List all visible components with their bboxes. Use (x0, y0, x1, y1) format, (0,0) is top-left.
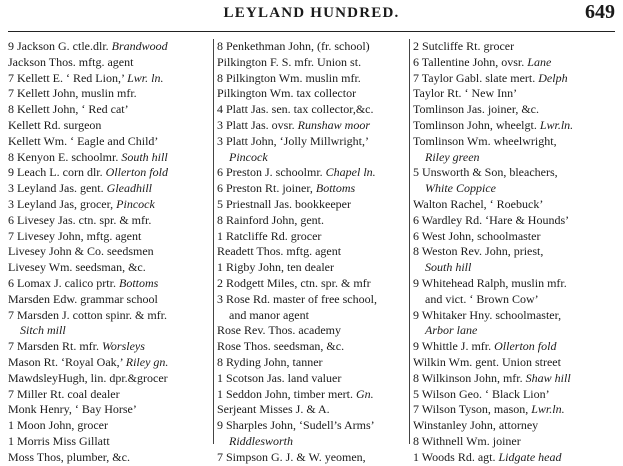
entry-text: and vict. ‘ Brown Cow’ (425, 291, 539, 306)
directory-entry (8, 292, 211, 308)
entry-text: 8 Withnell Wm. joiner (413, 433, 521, 448)
entry-locality: Sitch mill (20, 323, 66, 338)
entry-text: 7 Taylor Gabl. slate mert. (413, 70, 539, 85)
directory-entry (8, 450, 211, 466)
entry-locality: South hill (121, 149, 168, 164)
directory-entry (217, 418, 407, 434)
entry-text: 5 Unsworth & Son, bleachers, (413, 165, 558, 180)
entry-text: Livesey John & Co. seedsmen (8, 244, 154, 259)
directory-entry (8, 434, 211, 450)
directory-entry (8, 371, 211, 387)
directory-entry (8, 181, 211, 197)
entry-text: Tomlinson Jas. joiner, &c. (413, 102, 539, 117)
directory-entry (217, 450, 407, 466)
entry-text: 9 Whitehead Ralph, muslin mfr. (413, 275, 567, 290)
directory-entry-continuation (217, 434, 407, 450)
directory-entry-continuation (8, 323, 211, 339)
entry-text: 9 Jackson G. ctle.dlr. (8, 39, 112, 53)
directory-entry (217, 213, 407, 229)
directory-entry (217, 244, 407, 260)
directory-column-1 (8, 39, 211, 464)
entry-locality: Gleadhill (106, 181, 152, 196)
directory-entry (8, 86, 211, 102)
directory-entry (413, 339, 615, 355)
directory-entry (217, 229, 407, 245)
entry-text: 3 Rose Rd. master of free school, (217, 291, 377, 306)
directory-entry (217, 71, 407, 87)
directory-entry (413, 402, 615, 418)
column-divider (409, 39, 410, 444)
directory-entry (8, 387, 211, 403)
entry-text: Taylor Rt. ‘ New Inn’ (413, 86, 518, 101)
directory-entry (217, 39, 407, 55)
directory-entry (413, 197, 615, 213)
entry-text: 6 Tallentine John, ovsr. (413, 54, 528, 69)
entry-text: Walton Rachel, ‘ Roebuck’ (413, 196, 544, 211)
directory-entry (413, 308, 615, 324)
entry-text: 9 Sharples John, ‘Sudell’s Arms’ (217, 418, 375, 433)
entry-text: 6 Lomax J. calico prtr. (8, 275, 119, 290)
directory-entry (217, 181, 407, 197)
directory-column-2 (217, 39, 407, 464)
entry-locality: Brandwood (111, 39, 168, 53)
entry-text: Monk Henry, ‘ Bay Horse’ (8, 402, 137, 417)
directory-entry (217, 371, 407, 387)
entry-locality: Gn. (355, 386, 374, 401)
entry-locality: Bottoms (315, 181, 356, 196)
directory-entry (217, 323, 407, 339)
entry-text: 7 Miller Rt. coal dealer (8, 386, 120, 401)
directory-entry (217, 276, 407, 292)
directory-entry (8, 39, 211, 55)
entry-text: 7 Kellett John, muslin mfr. (8, 86, 137, 101)
entry-locality: Lane (527, 54, 552, 69)
entry-text: Winstanley John, attorney (413, 418, 539, 433)
entry-locality: Worsleys (102, 339, 145, 354)
entry-locality: Ollerton fold (494, 339, 557, 354)
directory-entry (8, 355, 211, 371)
directory-entry (8, 165, 211, 181)
entry-locality: Ollerton fold (105, 165, 168, 180)
directory-entry (413, 55, 615, 71)
directory-entry (413, 71, 615, 87)
directory-entry (8, 118, 211, 134)
entry-locality: Bottoms (118, 275, 159, 290)
entry-text: 1 Morris Miss Gillatt (8, 433, 110, 448)
entry-text: Wilkin Wm. gent. Union street (413, 354, 561, 369)
entry-text: 2 Rodgett Miles, ctn. spr. & mfr (217, 275, 371, 290)
entry-text: Mason Rt. ‘Royal Oak,’ (8, 354, 126, 369)
entry-text: 6 Preston Rt. joiner, (217, 181, 316, 196)
page-number: 649 (585, 1, 615, 23)
directory-column-3 (413, 39, 615, 464)
entry-locality: South hill (425, 260, 472, 275)
entry-text: 3 Leyland Jas. gent. (8, 181, 107, 196)
entry-locality: Riley gn. (125, 354, 169, 369)
directory-entry (217, 165, 407, 181)
entry-text: 7 Marsden Rt. mfr. (8, 339, 102, 354)
entry-text: 7 Wilson Tyson, mason, (413, 402, 532, 417)
running-title: LEYLAND HUNDRED. (223, 5, 400, 21)
directory-entry (8, 197, 211, 213)
directory-entry (217, 118, 407, 134)
entry-text: 7 Livesey John, mftg. agent (8, 228, 142, 243)
directory-entry (217, 134, 407, 150)
entry-text: Livesey Wm. seedsman, &c. (8, 260, 146, 275)
entry-text: Readett Thos. mftg. agent (217, 244, 342, 259)
entry-locality: Riddlesworth (229, 433, 294, 448)
directory-entry (8, 71, 211, 87)
directory-entry-continuation (217, 308, 407, 324)
directory-entry (217, 402, 407, 418)
entry-text: 3 Leyland Jas, grocer, (8, 196, 117, 211)
directory-entry (413, 276, 615, 292)
directory-entry-continuation (413, 181, 615, 197)
entry-text: 9 Whitaker Hny. schoolmaster, (413, 307, 562, 322)
directory-entry (8, 150, 211, 166)
entry-text: 3 Platt Jas. ovsr. (217, 117, 298, 132)
entry-locality: Runshaw moor (297, 117, 371, 132)
entry-locality: Shaw hill (525, 370, 571, 385)
entry-text: Tomlinson John, wheelgt. (413, 117, 540, 132)
entry-text: Pilkington Wm. tax collector (217, 86, 357, 101)
directory-entry (8, 55, 211, 71)
entry-text: 1 Scotson Jas. land valuer (217, 370, 342, 385)
entry-locality: Arbor lane (425, 323, 478, 338)
entry-text: 8 Wilkinson John, mfr. (413, 370, 526, 385)
entry-text: 8 Kellett John, ‘ Red cat’ (8, 102, 129, 117)
page-header (0, 0, 623, 30)
entry-text: MawdsleyHugh, lin. dpr.&grocer (8, 370, 168, 385)
entry-text: Pilkington F. S. mfr. Union st. (217, 54, 362, 69)
directory-entry (217, 355, 407, 371)
entry-locality: Pincock (116, 196, 155, 211)
directory-entry (217, 260, 407, 276)
directory-entry (413, 102, 615, 118)
directory-entry (413, 213, 615, 229)
entry-text: 8 Weston Rev. John, priest, (413, 244, 544, 259)
entry-text: Kellett Rd. surgeon (8, 117, 102, 132)
entry-text: 7 Simpson G. J. & W. yeomen, (217, 449, 366, 464)
entry-text: 5 Priestnall Jas. bookkeeper (217, 196, 351, 211)
entry-locality: Pincock (229, 149, 268, 164)
entry-text: 7 Kellett E. ‘ Red Lion,’ (8, 70, 128, 85)
directory-entry (217, 86, 407, 102)
entry-text: 8 Rainford John, gent. (217, 212, 324, 227)
directory-entry (217, 292, 407, 308)
entry-text: 3 Platt John, ‘Jolly Millwright,’ (217, 133, 370, 148)
entry-text: 7 Marsden J. cotton spinr. & mfr. (8, 307, 167, 322)
entry-text: 1 Rigby John, ten dealer (217, 260, 334, 275)
directory-entry (413, 134, 615, 150)
directory-entry (8, 102, 211, 118)
entry-text: 6 West John, schoolmaster (413, 228, 541, 243)
entry-text: 8 Kenyon E. schoolmr. (8, 149, 122, 164)
directory-entry (217, 197, 407, 213)
directory-entry (413, 418, 615, 434)
directory-entry (217, 387, 407, 403)
directory-entry (413, 229, 615, 245)
entry-text: and manor agent (229, 307, 309, 322)
entry-text: Rose Thos. seedsman, &c. (217, 339, 345, 354)
directory-entry (413, 450, 615, 466)
directory-entry (8, 339, 211, 355)
entry-text: Kellett Wm. ‘ Eagle and Child’ (8, 133, 159, 148)
directory-entry-continuation (413, 292, 615, 308)
directory-entry (8, 260, 211, 276)
directory-entry (8, 418, 211, 434)
entry-text: 1 Moon John, grocer (8, 418, 108, 433)
directory-entry (413, 39, 615, 55)
entry-text: Tomlinson Wm. wheelwright, (413, 133, 557, 148)
directory-entry (8, 229, 211, 245)
entry-text: 1 Woods Rd. agt. (413, 449, 499, 464)
directory-entry (413, 434, 615, 450)
directory-entry (8, 402, 211, 418)
entry-locality: Lidgate head (498, 449, 562, 464)
header-rule (8, 31, 615, 32)
directory-entry (413, 165, 615, 181)
entry-text: 8 Ryding John, tanner (217, 354, 323, 369)
directory-entry (413, 371, 615, 387)
entry-text: Moss Thos, plumber, &c. (8, 449, 130, 464)
directory-entry-continuation (413, 260, 615, 276)
entry-text: 6 Livesey Jas. ctn. spr. & mfr. (8, 212, 152, 227)
directory-entry (8, 213, 211, 229)
entry-locality: Riley green (425, 149, 480, 164)
entry-text: 5 Wilson Geo. ‘ Black Lion’ (413, 386, 550, 401)
directory-entry (217, 55, 407, 71)
directory-entry (8, 276, 211, 292)
entry-text: Jackson Thos. mftg. agent (8, 54, 134, 69)
entry-text: 6 Wardley Rd. ‘Hare & Hounds’ (413, 212, 570, 227)
entry-locality: Delph (538, 70, 568, 85)
entry-text: 1 Ratcliffe Rd. grocer (217, 228, 322, 243)
entry-text: 9 Leach L. corn dlr. (8, 165, 106, 180)
entry-text: Marsden Edw. grammar school (8, 291, 158, 306)
entry-text: 4 Platt Jas. sen. tax collector,&c. (217, 102, 374, 117)
entry-text: 2 Sutcliffe Rt. grocer (413, 39, 515, 53)
directory-entry (8, 308, 211, 324)
directory-entry-continuation (413, 150, 615, 166)
entry-text: Serjeant Misses J. & A. (217, 402, 330, 417)
entry-text: 8 Penkethman John, (fr. school) (217, 39, 370, 53)
column-divider (213, 39, 214, 444)
entry-text: 1 Seddon John, timber mert. (217, 386, 356, 401)
directory-entry (413, 355, 615, 371)
directory-entry (217, 339, 407, 355)
directory-entry (413, 387, 615, 403)
entry-text: Rose Rev. Thos. academy (217, 323, 341, 338)
directory-entry (413, 86, 615, 102)
entry-locality: Chapel ln. (325, 165, 376, 180)
directory-entry (413, 118, 615, 134)
entry-locality: Lwr. ln. (127, 70, 164, 85)
entry-locality: White Coppice (425, 181, 496, 196)
directory-entry (217, 102, 407, 118)
entry-locality: Lwr.ln. (539, 117, 574, 132)
directory-entry-continuation (413, 323, 615, 339)
entry-locality: Lwr.ln. (531, 402, 565, 417)
entry-text: 6 Preston J. schoolmr. (217, 165, 326, 180)
directory-entry (413, 244, 615, 260)
directory-entry-continuation (217, 150, 407, 166)
entry-text: 9 Whittle J. mfr. (413, 339, 495, 354)
directory-entry (8, 134, 211, 150)
directory-entry (8, 244, 211, 260)
entry-text: 8 Pilkington Wm. muslin mfr. (217, 70, 361, 85)
